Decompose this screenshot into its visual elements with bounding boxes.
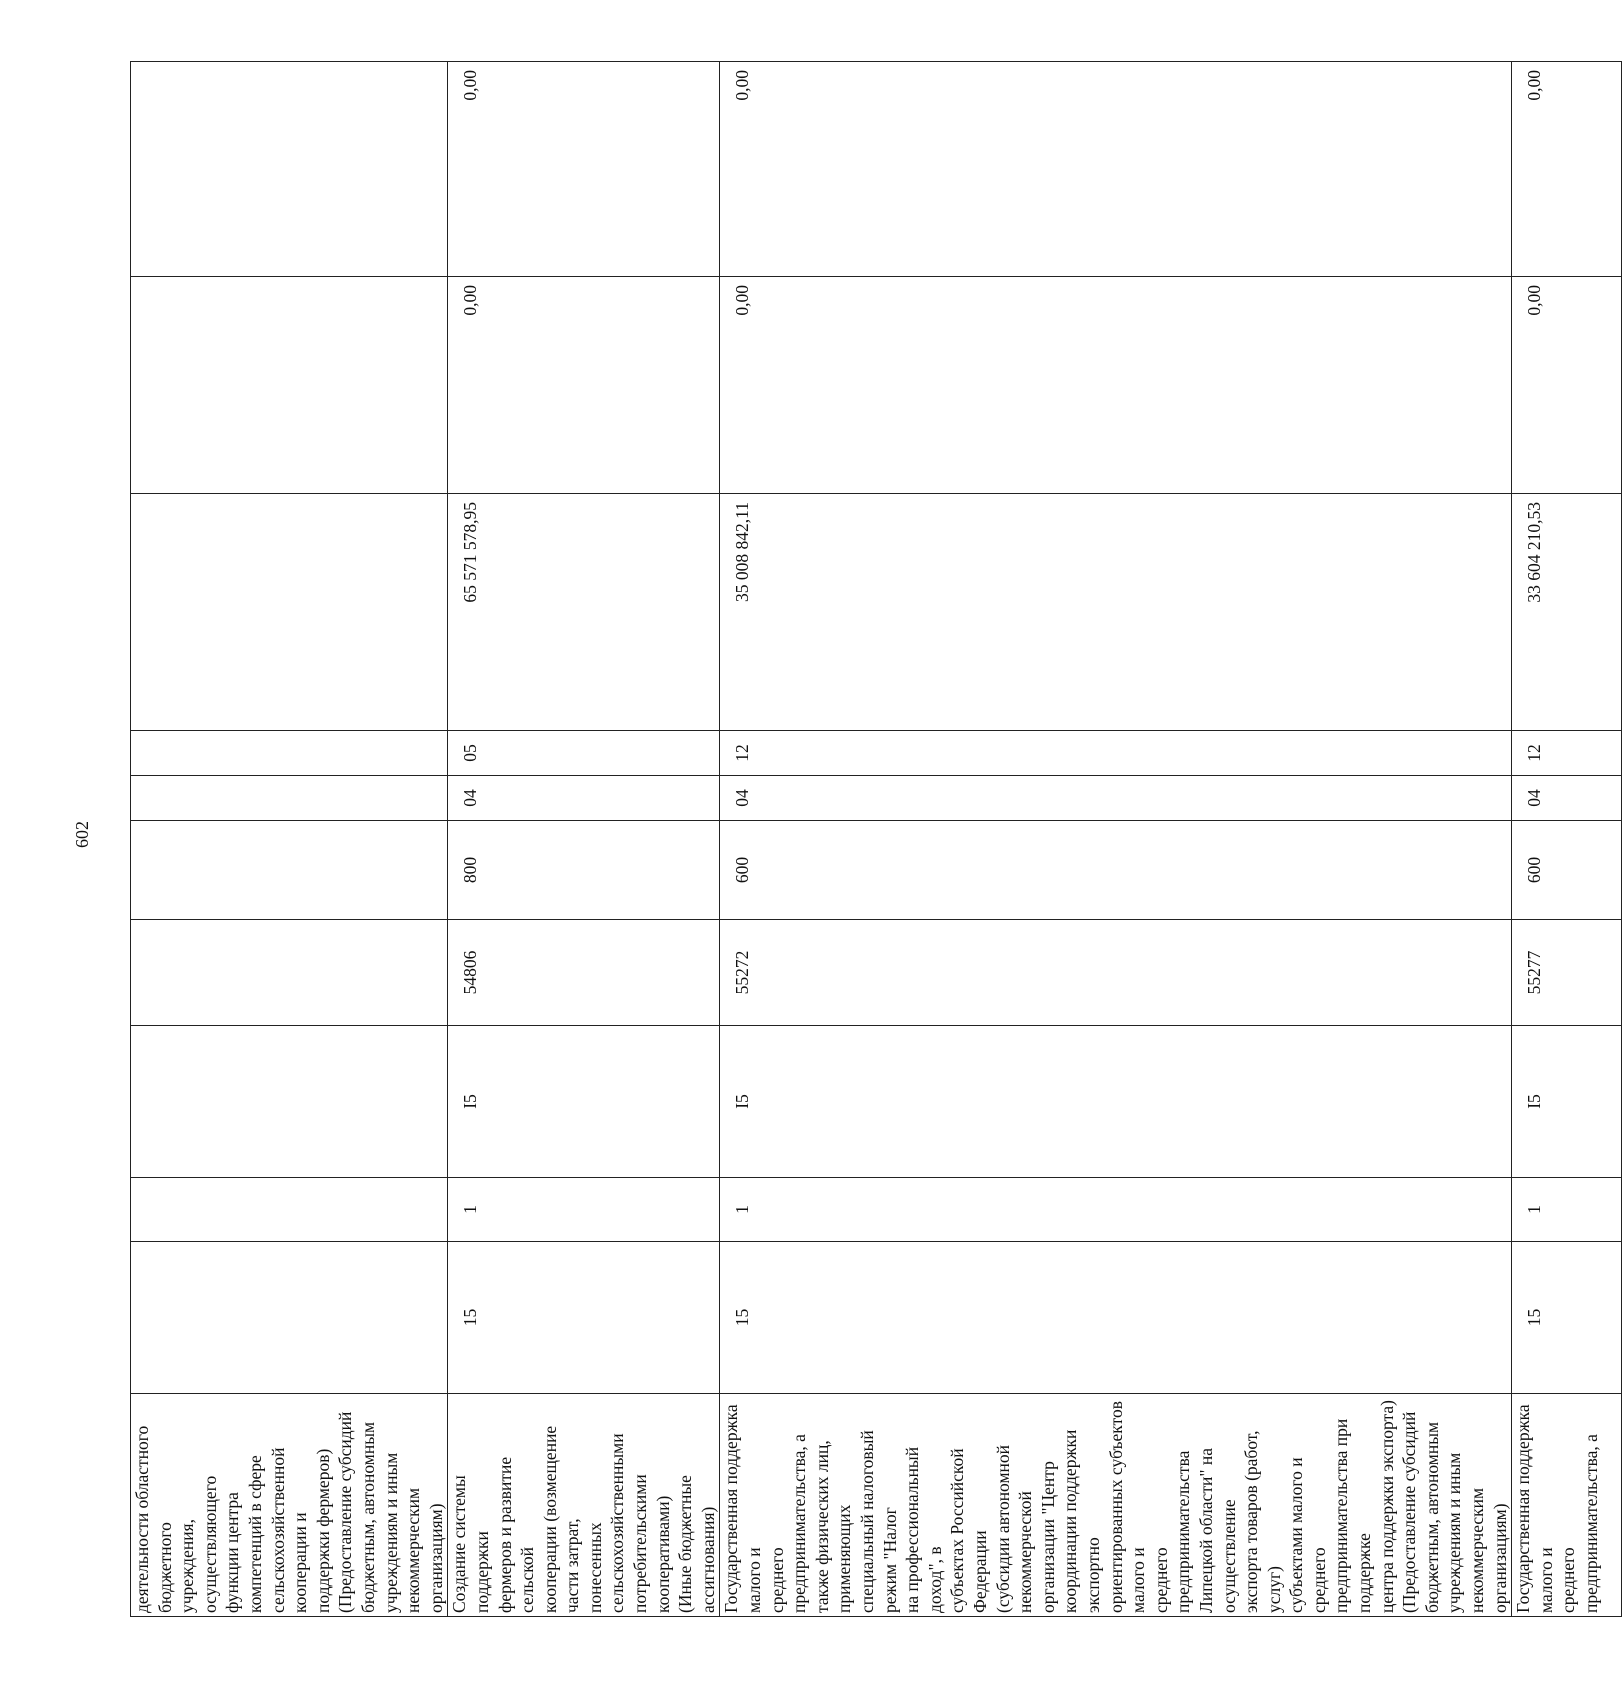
code-cell: 55272: [720, 920, 1512, 1026]
amount-cell: [131, 494, 448, 731]
amount-cell: 35 008 842,11: [720, 494, 1512, 731]
amount-cell: 33 604 210,53: [1512, 494, 1622, 731]
code-cell: [131, 821, 448, 920]
value-cell: 0,00: [448, 277, 720, 494]
page-number: 602: [72, 821, 92, 848]
code-cell: [131, 1026, 448, 1178]
code-cell: [131, 1178, 448, 1242]
code-cell: 04: [448, 776, 720, 821]
code-cell: I5: [720, 1026, 1512, 1178]
code-cell: 1: [1512, 1178, 1622, 1242]
value-cell: [131, 62, 448, 277]
code-cell: 15: [448, 1242, 720, 1394]
row-description: Государственная поддержка малого и среднего предпринимательства, а также физических лиц, применяющих специальный налоговый режим "Налог на профессиональный доход", в субъектах Российской Федерации (субсидии автономной некоммерческой организации "Центр координации поддержки экспортно ориентированных субъектов малого и среднего предпринимательства Липецкой области" на осуществление экспорта товаров (работ, услуг) субъектами малого и среднего предпринимательства при поддержке центра поддержки экспорта) (Предоставление субсидий бюджетным, автономным учреждениям и иным некоммерческим организациям): [720, 1394, 1512, 1617]
row-description: деятельности областного бюджетного учреждения, осуществляющего функции центра компетенций в сфере сельскохозяйственной кооперации и поддержки фермеров) (Предоставление субсидий бюджетным, автономным учреждениям и иным некоммерческим организациям): [131, 1394, 448, 1617]
code-cell: 15: [1512, 1242, 1622, 1394]
code-cell: 54806: [448, 920, 720, 1026]
code-cell: 55277: [1512, 920, 1622, 1026]
value-cell: [131, 277, 448, 494]
table-row: [131, 62, 448, 1617]
table-row: [1512, 62, 1622, 1617]
code-cell: [131, 776, 448, 821]
code-cell: [131, 920, 448, 1026]
table-rotated-wrapper: [130, 62, 1601, 1617]
code-cell: 12: [1512, 731, 1622, 776]
code-cell: 1: [448, 1178, 720, 1242]
code-cell: 12: [720, 731, 1512, 776]
code-cell: 05: [448, 731, 720, 776]
code-cell: [131, 731, 448, 776]
code-cell: 04: [720, 776, 1512, 821]
code-cell: I5: [1512, 1026, 1622, 1178]
code-cell: 600: [1512, 821, 1622, 920]
code-cell: 1: [720, 1178, 1512, 1242]
table-row: [720, 62, 1512, 1617]
budget-table: [130, 61, 1622, 1617]
table-row: [448, 62, 720, 1617]
value-cell: 0,00: [1512, 277, 1622, 494]
code-cell: 600: [720, 821, 1512, 920]
code-cell: 04: [1512, 776, 1622, 821]
value-cell: 0,00: [720, 277, 1512, 494]
value-cell: 0,00: [448, 62, 720, 277]
value-cell: 0,00: [720, 62, 1512, 277]
code-cell: 800: [448, 821, 720, 920]
code-cell: [131, 1242, 448, 1394]
row-description: Создание системы поддержки фермеров и развитие сельской кооперации (возмещение части затрат, понесенных сельскохозяйственными потребительскими кооперативами) (Иные бюджетные ассигнования): [448, 1394, 720, 1617]
row-description: Государственная поддержка малого и среднего предпринимательства, а: [1512, 1394, 1622, 1617]
value-cell: 0,00: [1512, 62, 1622, 277]
code-cell: I5: [448, 1026, 720, 1178]
code-cell: 15: [720, 1242, 1512, 1394]
amount-cell: 65 571 578,95: [448, 494, 720, 731]
